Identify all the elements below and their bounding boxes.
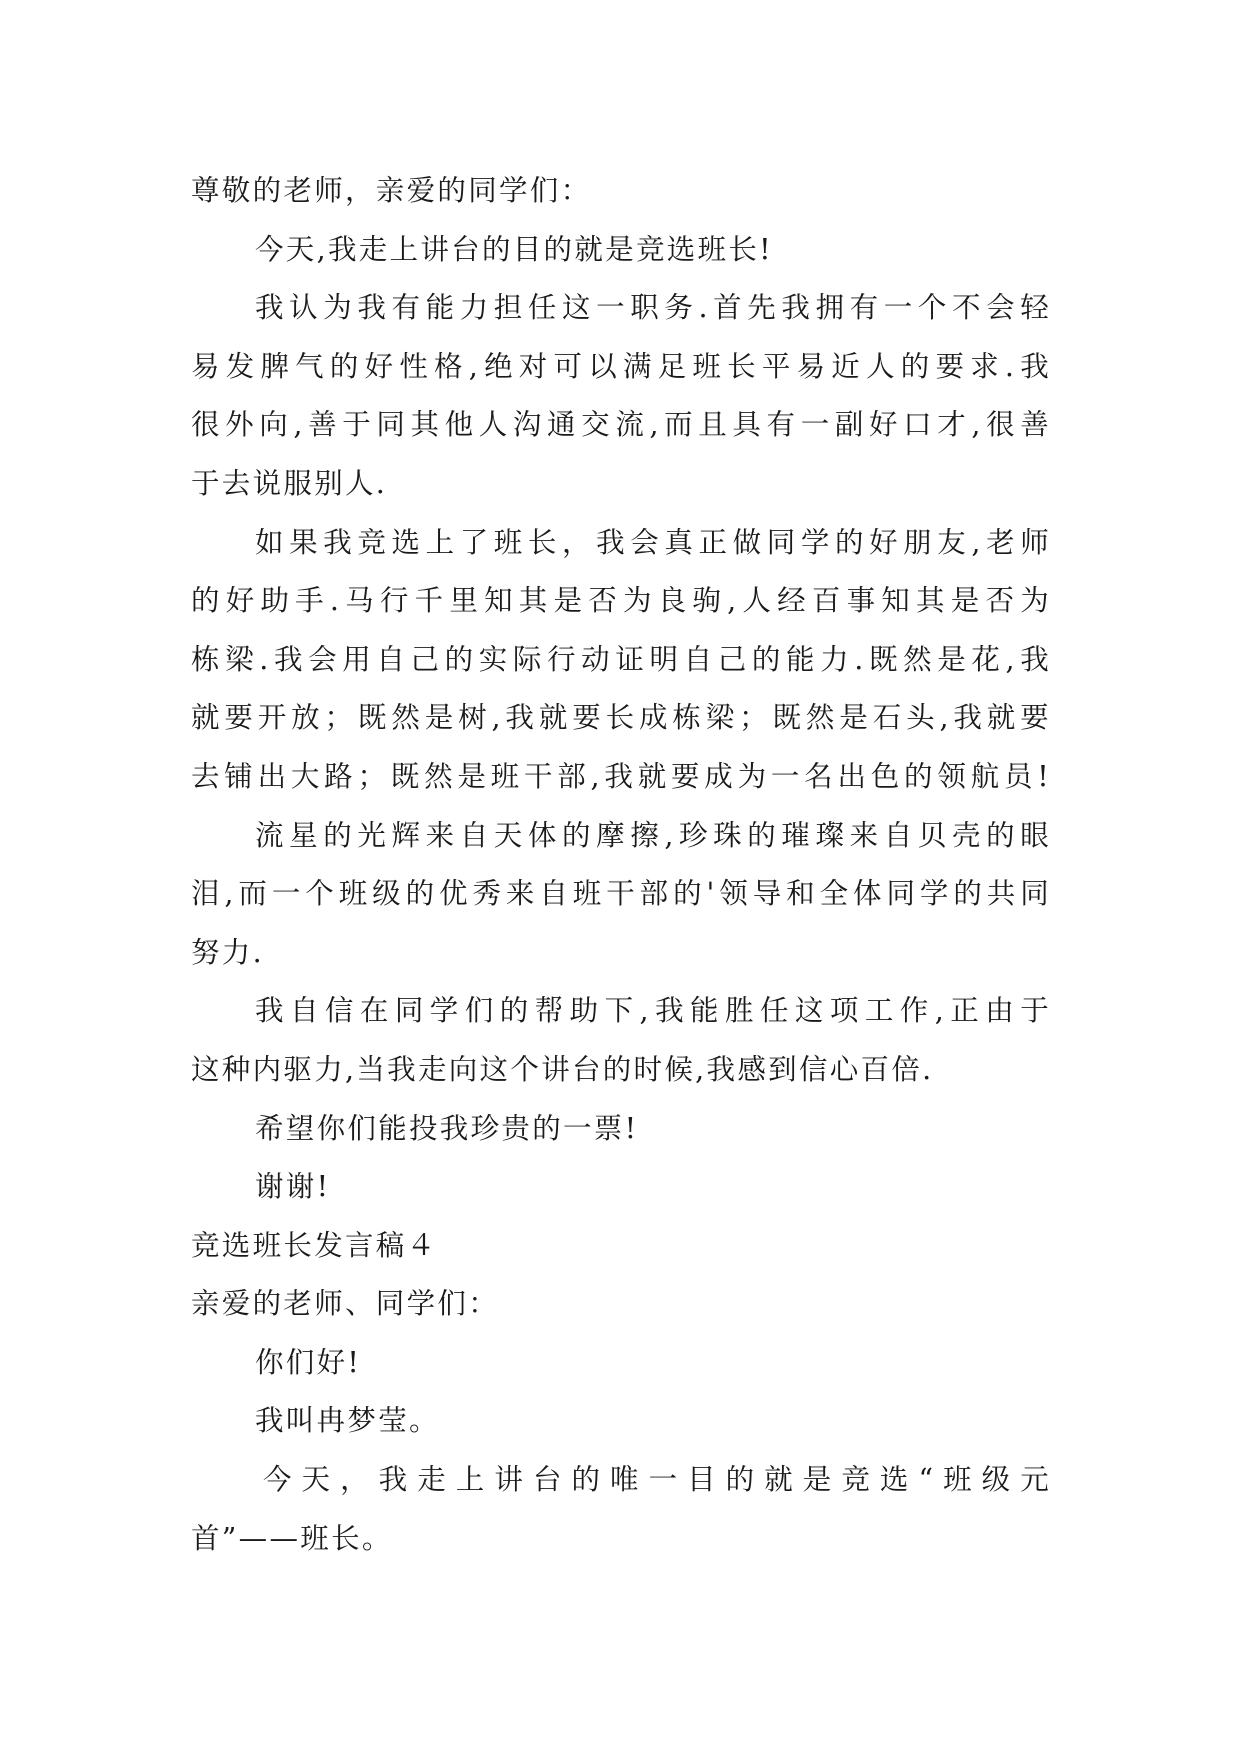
paragraph-line: 于去说服别人. xyxy=(191,466,388,500)
paragraph-line: 栋梁.我会用自己的实际行动证明自己的能力.既然是花,我 xyxy=(191,642,1051,676)
paragraph: 希望你们能投我珍贵的一票! xyxy=(255,1111,639,1145)
paragraph xyxy=(191,279,1051,513)
paragraph-line: 如果我竞选上了班长，我会真正做同学的好朋友,老师 xyxy=(255,525,1051,559)
paragraph xyxy=(191,807,1051,983)
paragraph-line: 努力. xyxy=(191,935,264,969)
greeting-line: 亲爱的老师、同学们： xyxy=(191,1287,500,1321)
paragraph-line: 易发脾气的好性格,绝对可以满足班长平易近人的要求.我 xyxy=(191,349,1051,383)
paragraph-line: 流星的光辉来自天体的摩擦,珍珠的璀璨来自贝壳的眼 xyxy=(255,818,1051,852)
paragraph xyxy=(191,1451,1051,1568)
paragraph-line: 这种内驱力,当我走向这个讲台的时候,我感到信心百倍. xyxy=(191,1052,934,1086)
paragraph-line: 首”——班长。 xyxy=(191,1521,393,1555)
paragraph-line: 就要开放；既然是树,我就要长成栋梁；既然是石头,我就要 xyxy=(191,701,1051,735)
paragraph-line: 泪,而一个班级的优秀来自班干部的'领导和全体同学的共同 xyxy=(191,877,1051,911)
paragraph-line: 的好助手.马行千里知其是否为良驹,人经百事知其是否为 xyxy=(191,584,1051,618)
paragraph xyxy=(191,982,1051,1099)
paragraph: 谢谢! xyxy=(255,1170,331,1204)
paragraph-line: 我自信在同学们的帮助下,我能胜任这项工作,正由于 xyxy=(255,994,1051,1028)
section-heading: 竞选班长发言稿４ xyxy=(191,1228,438,1262)
paragraph: 今天,我走上讲台的目的就是竞选班长! xyxy=(255,232,773,266)
greeting-line: 尊敬的老师，亲爱的同学们： xyxy=(191,174,592,207)
paragraph-line: 我认为我有能力担任这一职务.首先我拥有一个不会轻 xyxy=(255,291,1051,325)
paragraph-line: 去铺出大路；既然是班干部,我就要成为一名出色的领航员! xyxy=(191,759,1051,793)
paragraph xyxy=(191,514,1051,807)
paragraph: 我叫冉梦莹。 xyxy=(255,1404,440,1438)
paragraph-line: 很外向,善于同其他人沟通交流,而且具有一副好口才,很善 xyxy=(191,408,1051,442)
paragraph-line: 今天，我走上讲台的唯一目的就是竞选“班级元 xyxy=(263,1463,1051,1497)
paragraph: 你们好! xyxy=(255,1345,362,1379)
document-body xyxy=(191,162,1051,1568)
